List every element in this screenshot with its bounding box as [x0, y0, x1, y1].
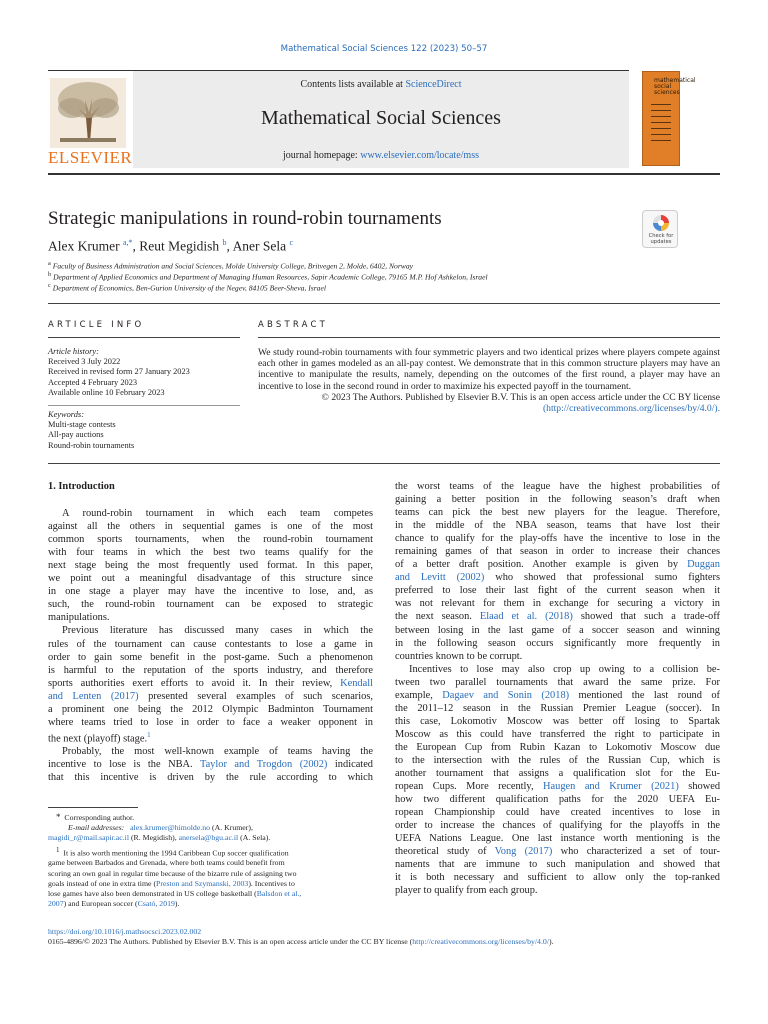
author-affil-marker[interactable]: b — [222, 238, 227, 247]
citation-link[interactable]: and Levitt (2002) — [395, 572, 485, 584]
footnote-rule — [48, 807, 138, 808]
title-block-rule — [48, 303, 720, 304]
citation-link[interactable]: Dagaev and Sonin (2018) — [442, 689, 570, 701]
author-name: Alex Krumer — [48, 238, 120, 254]
author-affil-marker[interactable]: a,* — [122, 238, 133, 247]
email-link[interactable]: anersela@bgu.ac.il — [178, 833, 239, 843]
citation-link[interactable]: Duggan — [687, 559, 720, 571]
author-name: Aner Sela — [232, 238, 287, 254]
homepage-link[interactable]: www.elsevier.com/locate/mss — [360, 150, 479, 161]
header-bottom-rule — [48, 173, 720, 175]
check-updates-label: Check for updates — [648, 233, 674, 245]
citation-link[interactable]: Csató, 2019 — [137, 899, 175, 909]
journal-reference[interactable]: Mathematical Social Sciences 122 (2023) 50–57 — [280, 44, 488, 54]
author-list: Alex Krumer $^{a,*}$, Reut Megidish $^b$, Aner Sela $^c$ — [48, 238, 294, 254]
paragraph: Probably, the most well-known example of teams having the incentive to lose is the NBA. Taylor and Trogdon (2002) indicated that this incentive is driven by the rule according to which — [48, 746, 374, 784]
affiliation: $^b$ Department of Applied Economics and Department of Managing Human Resources, Sapir Academic College, 79165 M.P. Hof Ashkelon, Israel — [48, 271, 488, 282]
journal-title: Mathematical Social Sciences — [261, 107, 501, 129]
author-affil-marker[interactable]: c — [289, 238, 294, 247]
abstract-rule — [258, 337, 720, 338]
article-history: Article history: Received 3 July 2022 Received in revised form 27 January 2023 Accepted 4 February 2023 Available online 10 February 2023 — [48, 347, 190, 397]
footnote-marker[interactable]: 1 — [147, 730, 151, 739]
author-name: Reut Megidish — [139, 238, 220, 254]
citation-link[interactable]: Elaad et al. (2018) — [479, 611, 573, 623]
info-divider — [48, 405, 240, 406]
publisher-wordmark: ELSEVIER — [48, 148, 133, 167]
citation-link[interactable]: Haugen and Krumer (2021) — [543, 781, 679, 793]
abstract-heading: ABSTRACT — [258, 320, 329, 330]
email-link[interactable]: magidi_r@mail.sapir.ac.il — [48, 833, 130, 843]
elsevier-tree-logo — [50, 78, 126, 148]
page-footer: https://doi.org/10.1016/j.mathsocsci.2023.02.002 0165-4896/© 2023 The Authors. Published by Elsevier B.V. This is an open access article under the CC BY license (http://creativecommons.org/licenses/by/4.0/). — [48, 927, 554, 947]
citation-link[interactable]: Preston and Szymanski, 2003 — [156, 878, 249, 888]
contents-prefix: Contents lists available at — [300, 79, 406, 90]
right-column: the worst teams of the league have the highest probabilities of gaining a better position in the following season’s draft when teams can pick the best new players for the league. Therefore, in the middle of the NBA season, teams that have lost their chance to qualify for the play-offs have the incentive to lose in the remaining games of that season in order to increase their chances of a better draft position. Another example is given by Duggan and Levitt (2002) who showed that professional sumo fighters preferred to lose their last fight of the current season when it was not relevant for them in exchange for securing a victory in the next season. Elaad et al. (2018) showed that such a trade-off between losing in the last game of a soccer season and winning in the following season occurs significantly more frequently in countries known to be corrupt. Incentives to lose may also crop up owing to a collision be- tween two parallel tournaments that award the same prize. For example, Dagaev and Sonin (2018) mentioned the last round of the 2011–12 season in the Russian Premier League (soccer). In this case, Lokomotiv Moscow was better off losing to Spartak Moscow as this could have transferred the right to participate in the European Cup from Rubin Kazan to Lokomotiv Moscow due to the intersection with the rules of the Russian Cup, which is another tournament that assigns a qualification slot for the Eu- ropean Cups. More recently, Haugen and Krumer (2021) showed how two different qualification paths for the 2020 UEFA Eu- ropean Championship could have created incentives to lose in order to increase the chances of qualifying for the playoffs in the UEFA Nations League. One last instance worth mentioning is the theoretical study of Vong (2017) who characterized a set of tour- naments that are immune to such manipulation and showed that it is both necessary and sufficient to allow only the top-ranked player to qualify from each group. — [395, 481, 721, 897]
abstract-text — [258, 347, 720, 414]
contents-line — [133, 79, 629, 90]
license-link[interactable]: http://creativecommons.org/licenses/by/4.0/ — [412, 937, 549, 947]
license-link[interactable]: (http://creativecommons.org/licenses/by/4.0/). — [542, 403, 720, 415]
citation-link[interactable]: Taylor and Trogdon (2002) — [199, 759, 328, 771]
article-info-rule — [48, 337, 240, 338]
section-heading: 1. Introduction — [48, 481, 115, 492]
citation-link[interactable]: and Lenten (2017) — [48, 690, 139, 702]
check-updates-icon — [652, 214, 670, 232]
citation-link[interactable]: Balsdon et al., — [256, 889, 302, 899]
citation-link[interactable]: Vong (2017) — [494, 846, 553, 858]
abstract-body: We study round-robin tournaments with four symmetric players and two identical prizes where players compete against each other in games modeled as an all-pay contest. We demonstrate that in this common structure players may have an incentive to manipulate the results, namely, depending on the outcomes of the first round, a player may have an incentive to lose in the second round in order to maximize his expected payoff in the tournament. — [258, 347, 720, 392]
abstract-bottom-rule — [48, 463, 720, 464]
paragraph: Previous literature has discussed many cases in which the rules of the tournament can cause contestants to lose a game in order to gain some benefit in the post-game. Such a phenomenon is harmful to the reputation of the sports industry, and therefore sports authorities exert efforts to avoid it. In their review, Kendall and Lenten (2017) presented several examples of such scenarios, a prominent one being the 2012 Olympic Badminton Tournament where teams tried to lose in order to face a weaker opponent in the next (playoff) stage.$^1$ — [48, 625, 373, 745]
check-for-updates-badge[interactable] — [642, 210, 678, 248]
affiliation: $^a$ Faculty of Business Administration and Social Sciences, Molde University College, Britvegen 2, Molde, 6402, Norway — [48, 260, 414, 271]
doi-link[interactable]: https://doi.org/10.1016/j.mathsocsci.2023.02.002 — [48, 927, 202, 936]
keywords: Keywords: Multi-stage contests All-pay auctions Round-robin tournaments — [48, 410, 135, 450]
email-link[interactable]: alex.krumer@himolde.no — [130, 823, 211, 833]
left-column — [48, 480, 373, 785]
affiliation: $^c$ Department of Economics, Ben-Gurion University of the Negev, 84105 Beer-Sheva, Israel — [48, 282, 326, 293]
sciencedirect-link[interactable]: ScienceDirect — [405, 79, 462, 90]
paragraph: A round-robin tournament in which each team competes against all the others in sequential games is one of the most common sports tournaments, when the round-robin tournament with four teams in which the best two teams qualify for the next stage being the most frequently used format. In this paper, we point out a meaningful disadvantage of this structure since in one stage a player may have the incentive to lose, and, as such, the round-robin tournament can be exposed to strategic manipulations. — [48, 508, 373, 624]
cover-contents-lines — [651, 100, 671, 156]
homepage-line — [133, 150, 629, 161]
citation-link[interactable]: Kendall — [340, 677, 373, 689]
homepage-prefix: journal homepage: — [283, 150, 361, 161]
footnotes: * Corresponding author. E-mail addresses: alex.krumer@himolde.no (A. Krumer), magidi_r@mail.sapir.ac.il (R. Megidish), anersela@bgu.ac.il (A. Sela). $^1$ It is also worth mentioning the 1994 Caribbean Cup soccer qualification game between Barbados and Grenada, where both teams could benefit from scoring an own goal in regular time because of the bizarre rule of assigning two goals instead of one in extra time (Preston and Szymanski, 2003). Incentives to lose games have also been demonstrated in US college basketball (Balsdon et al., 2007) and European soccer (Csató, 2019). — [48, 812, 302, 909]
article-title: Strategic manipulations in round-robin tournaments — [48, 208, 442, 229]
license-statement: © 2023 The Authors. Published by Elsevier B.V. This is an open access article under the CC BY license (http://creativecommons.org/licenses/by/4.0/). — [321, 391, 720, 415]
citation-link[interactable]: 2007 — [48, 899, 64, 909]
journal-cover-thumbnail — [642, 71, 696, 166]
article-info-heading: ARTICLE INFO — [48, 320, 145, 330]
cover-title: mathematical social sciences — [654, 77, 696, 96]
